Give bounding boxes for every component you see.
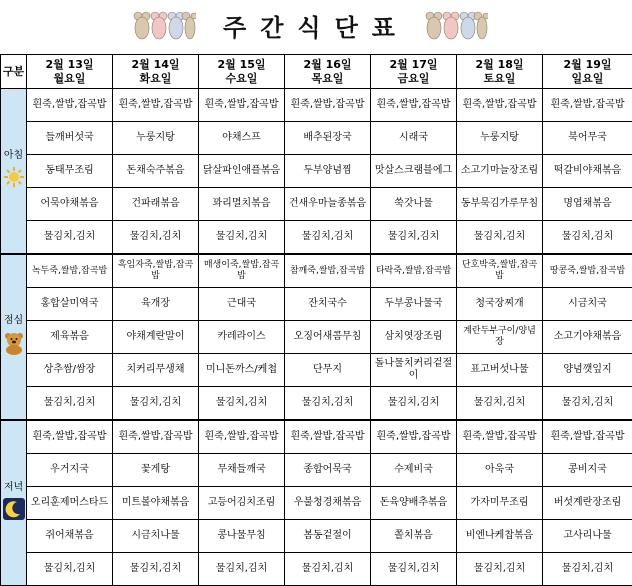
menu-item-text: 물김치,김치 — [215, 397, 268, 408]
menu-cell — [27, 553, 113, 586]
menu-cell — [371, 420, 457, 454]
menu-item-text: 무채들깨국 — [217, 464, 266, 475]
menu-cell — [27, 487, 113, 520]
menu-cell — [285, 321, 371, 354]
menu-item-text: 쥐어채볶음 — [45, 530, 94, 541]
menu-cell — [27, 188, 113, 221]
menu-item-text: 봄동겉절이 — [303, 530, 352, 541]
day-header-thu: 2월 16일 목요일 — [285, 55, 371, 89]
menu-cell — [113, 254, 199, 288]
title-bar — [0, 0, 632, 52]
menu-row — [1, 288, 632, 321]
menu-item-text: 물김치,김치 — [473, 397, 526, 408]
menu-item-text: 물김치,김치 — [301, 563, 354, 574]
moon-icon — [3, 512, 25, 523]
menu-cell — [457, 354, 543, 387]
menu-item-text: 카레라이스 — [217, 331, 266, 342]
menu-item-text: 오리훈제머스타드 — [30, 497, 109, 508]
menu-item-text: 맛살스크램블에그 — [374, 165, 453, 176]
menu-cell — [457, 420, 543, 454]
menu-cell — [199, 254, 285, 288]
menu-row — [1, 487, 632, 520]
menu-cell — [27, 454, 113, 487]
menu-item-text: 아욱국 — [485, 464, 514, 475]
menu-item-text: 흰죽,쌀밥,잡곡밥 — [32, 431, 107, 442]
menu-item-text: 물김치,김치 — [561, 563, 614, 574]
menu-item-text: 버섯계란장조림 — [553, 497, 622, 508]
menu-cell — [199, 354, 285, 387]
menu-item-text: 누룽지탕 — [480, 132, 519, 143]
menu-cell — [285, 487, 371, 520]
menu-cell — [285, 155, 371, 188]
menu-cell — [199, 89, 285, 122]
menu-item-text: 근대국 — [227, 298, 256, 309]
menu-cell — [543, 155, 632, 188]
menu-item-text: 흑임자죽,쌀밥,잡곡밥 — [117, 260, 194, 281]
menu-cell — [27, 221, 113, 255]
meal-label: 저녁 — [3, 482, 24, 493]
day-header-wed: 2월 15일 수요일 — [199, 55, 285, 89]
menu-item-text: 건새우마늘종볶음 — [288, 198, 367, 209]
meal-label-cell — [1, 89, 27, 255]
menu-cell — [371, 454, 457, 487]
menu-cell — [371, 122, 457, 155]
menu-item-text: 삼치엿장조림 — [384, 331, 443, 342]
menu-cell — [457, 89, 543, 122]
menu-item-text: 잔치국수 — [308, 298, 347, 309]
menu-cell — [113, 487, 199, 520]
day-header-sat: 2월 18일 토요일 — [457, 55, 543, 89]
menu-cell — [543, 254, 632, 288]
menu-cell — [457, 221, 543, 255]
menu-cell — [371, 188, 457, 221]
menu-item-text: 물김치,김치 — [43, 563, 96, 574]
menu-row — [1, 188, 632, 221]
weekly-menu-table — [0, 54, 632, 586]
menu-item-text: 떡갈비야채볶음 — [553, 165, 622, 176]
menu-item-text: 미니돈까스/케첩 — [206, 364, 277, 375]
menu-cell — [199, 454, 285, 487]
menu-cell — [113, 420, 199, 454]
menu-cell — [543, 354, 632, 387]
menu-cell — [27, 387, 113, 421]
menu-cell — [199, 321, 285, 354]
menu-cell — [285, 553, 371, 586]
menu-item-text: 쑥갓나물 — [394, 198, 433, 209]
meal-label-cell — [1, 420, 27, 586]
menu-cell — [113, 221, 199, 255]
menu-cell — [113, 454, 199, 487]
menu-item-text: 물김치,김치 — [387, 563, 440, 574]
menu-cell — [113, 553, 199, 586]
mice-decoration-icon — [422, 10, 488, 42]
menu-item-text: 흰죽,쌀밥,잡곡밥 — [32, 99, 107, 110]
page-title: 주간식단표 — [223, 14, 409, 42]
menu-item-text: 고사리나물 — [563, 530, 612, 541]
menu-cell — [285, 420, 371, 454]
corner-label: 구분 — [1, 55, 27, 89]
menu-row — [1, 254, 632, 288]
menu-item-text: 어묵야채볶음 — [40, 198, 99, 209]
menu-item-text: 쫄치볶음 — [394, 530, 433, 541]
menu-cell — [199, 553, 285, 586]
menu-item-text: 꽃게탕 — [141, 464, 170, 475]
menu-cell — [457, 487, 543, 520]
menu-item-text: 배추된장국 — [303, 132, 352, 143]
menu-cell — [113, 321, 199, 354]
menu-cell — [543, 454, 632, 487]
menu-cell — [27, 420, 113, 454]
menu-item-text: 물김치,김치 — [43, 231, 96, 242]
menu-cell — [457, 387, 543, 421]
menu-item-text: 물김치,김치 — [473, 563, 526, 574]
menu-cell — [457, 188, 543, 221]
menu-cell — [457, 520, 543, 553]
menu-cell — [199, 520, 285, 553]
menu-item-text: 물김치,김치 — [387, 231, 440, 242]
menu-item-text: 종합어묵국 — [303, 464, 352, 475]
menu-cell — [27, 354, 113, 387]
menu-item-text: 미트볼야채볶음 — [121, 497, 190, 508]
menu-row — [1, 520, 632, 553]
menu-item-text: 흰죽,쌀밥,잡곡밥 — [462, 99, 537, 110]
menu-cell — [199, 221, 285, 255]
menu-item-text: 명엽채볶음 — [563, 198, 612, 209]
menu-item-text: 오징어새콤무침 — [293, 331, 362, 342]
menu-cell — [27, 288, 113, 321]
menu-cell — [543, 221, 632, 255]
menu-cell — [113, 387, 199, 421]
menu-item-text: 타락죽,쌀밥,잡곡밥 — [375, 265, 452, 276]
menu-item-text: 물김치,김치 — [473, 231, 526, 242]
menu-cell — [285, 520, 371, 553]
menu-cell — [371, 288, 457, 321]
menu-cell — [27, 155, 113, 188]
menu-item-text: 홍합살미역국 — [40, 298, 99, 309]
menu-cell — [543, 553, 632, 586]
menu-cell — [113, 520, 199, 553]
menu-cell — [285, 387, 371, 421]
menu-item-text: 수제비국 — [394, 464, 433, 475]
menu-item-text: 물김치,김치 — [301, 397, 354, 408]
menu-cell — [199, 387, 285, 421]
menu-item-text: 돌나물치커리겉절이 — [374, 358, 453, 381]
menu-item-text: 가자미무조림 — [470, 497, 529, 508]
menu-item-text: 누룽지탕 — [136, 132, 175, 143]
menu-cell — [27, 254, 113, 288]
menu-item-text: 물김치,김치 — [561, 231, 614, 242]
menu-item-text: 흰죽,쌀밥,잡곡밥 — [118, 99, 193, 110]
menu-item-text: 물김치,김치 — [43, 397, 96, 408]
menu-item-text: 표고버섯나물 — [470, 364, 529, 375]
menu-cell — [371, 520, 457, 553]
menu-cell — [199, 188, 285, 221]
day-header-sun: 2월 19일 일요일 — [543, 55, 632, 89]
menu-item-text: 소고기야채볶음 — [553, 331, 622, 342]
menu-item-text: 소고기마늘장조림 — [460, 165, 539, 176]
menu-cell — [457, 553, 543, 586]
menu-row — [1, 354, 632, 387]
menu-cell — [371, 89, 457, 122]
menu-item-text: 제육볶음 — [50, 331, 89, 342]
menu-item-text: 흰죽,쌀밥,잡곡밥 — [376, 99, 451, 110]
menu-cell — [285, 288, 371, 321]
menu-item-text: 물김치,김치 — [387, 397, 440, 408]
day-header-mon: 2월 13일 월요일 — [27, 55, 113, 89]
menu-item-text: 땅콩죽,쌀밥,잡곡밥 — [549, 265, 626, 276]
menu-item-text: 두부양념찜 — [303, 165, 352, 176]
menu-cell — [543, 487, 632, 520]
menu-item-text: 흰죽,쌀밥,잡곡밥 — [376, 431, 451, 442]
menu-item-text: 치커리무생채 — [126, 364, 185, 375]
menu-cell — [457, 122, 543, 155]
menu-item-text: 물김치,김치 — [215, 231, 268, 242]
menu-cell — [543, 288, 632, 321]
menu-item-text: 청국장찌개 — [475, 298, 524, 309]
menu-item-text: 육개장 — [141, 298, 170, 309]
menu-row — [1, 221, 632, 255]
menu-item-text: 시금치나물 — [131, 530, 180, 541]
menu-cell — [199, 122, 285, 155]
menu-item-text: 참깨죽,쌀밥,잡곡밥 — [289, 265, 366, 276]
menu-item-text: 야채스프 — [222, 132, 261, 143]
menu-item-text: 물김치,김치 — [129, 231, 182, 242]
menu-cell — [285, 221, 371, 255]
menu-cell — [27, 122, 113, 155]
menu-cell — [543, 89, 632, 122]
menu-cell — [113, 354, 199, 387]
menu-item-text: 우불청경채볶음 — [293, 497, 362, 508]
menu-item-text: 물김치,김치 — [129, 563, 182, 574]
menu-cell — [371, 354, 457, 387]
day-header-tue: 2월 14일 화요일 — [113, 55, 199, 89]
menu-cell — [285, 89, 371, 122]
menu-cell — [285, 454, 371, 487]
menu-cell — [371, 155, 457, 188]
menu-item-text: 콩나물무침 — [217, 530, 266, 541]
menu-row — [1, 155, 632, 188]
menu-row — [1, 321, 632, 354]
menu-item-text: 단호박죽,쌀밥,잡곡밥 — [461, 260, 538, 281]
menu-item-text: 닭살파인애플볶음 — [202, 165, 281, 176]
menu-cell — [199, 487, 285, 520]
menu-item-text: 매생이죽,쌀밥,잡곡밥 — [203, 260, 280, 281]
menu-cell — [199, 155, 285, 188]
menu-cell — [543, 420, 632, 454]
menu-item-text: 흰죽,쌀밥,잡곡밥 — [462, 431, 537, 442]
menu-item-text: 흰죽,쌀밥,잡곡밥 — [550, 99, 625, 110]
menu-cell — [457, 288, 543, 321]
menu-cell — [371, 387, 457, 421]
menu-item-text: 흰죽,쌀밥,잡곡밥 — [290, 99, 365, 110]
menu-item-text: 흰죽,쌀밥,잡곡밥 — [290, 431, 365, 442]
menu-body — [1, 89, 632, 586]
menu-item-text: 건파래볶음 — [131, 198, 180, 209]
menu-item-text: 단무지 — [313, 364, 342, 375]
header-row — [1, 55, 632, 89]
menu-row — [1, 454, 632, 487]
day-header-fri: 2월 17일 금요일 — [371, 55, 457, 89]
menu-item-text: 고등어김치조림 — [207, 497, 276, 508]
bear-icon — [3, 347, 25, 358]
menu-cell — [113, 89, 199, 122]
menu-item-text: 계란두부구이/양념장 — [463, 326, 536, 347]
menu-item-text: 시금치국 — [568, 298, 607, 309]
menu-cell — [543, 188, 632, 221]
menu-cell — [285, 354, 371, 387]
meal-label: 아침 — [3, 150, 24, 161]
menu-cell — [113, 122, 199, 155]
menu-item-text: 물김치,김치 — [301, 231, 354, 242]
menu-item-text: 흰죽,쌀밥,잡곡밥 — [550, 431, 625, 442]
menu-item-text: 물김치,김치 — [129, 397, 182, 408]
menu-item-text: 동부묵김가루무침 — [460, 198, 539, 209]
menu-cell — [113, 188, 199, 221]
menu-item-text: 우거지국 — [50, 464, 89, 475]
menu-cell — [371, 487, 457, 520]
menu-cell — [543, 321, 632, 354]
menu-row — [1, 553, 632, 586]
meal-label: 점심 — [3, 315, 24, 326]
menu-cell — [371, 221, 457, 255]
meal-label-cell — [1, 254, 27, 420]
menu-item-text: 꽈리멸치볶음 — [212, 198, 271, 209]
menu-cell — [285, 188, 371, 221]
menu-item-text: 상추쌈/쌈장 — [43, 364, 96, 375]
menu-item-text: 물김치,김치 — [561, 397, 614, 408]
menu-cell — [543, 520, 632, 553]
menu-cell — [543, 387, 632, 421]
menu-cell — [457, 254, 543, 288]
menu-cell — [27, 520, 113, 553]
menu-item-text: 양념깻잎지 — [563, 364, 612, 375]
menu-cell — [199, 288, 285, 321]
menu-item-text: 흰죽,쌀밥,잡곡밥 — [204, 431, 279, 442]
menu-item-text: 돈육양배추볶음 — [379, 497, 448, 508]
menu-item-text: 흰죽,쌀밥,잡곡밥 — [204, 99, 279, 110]
menu-item-text: 흰죽,쌀밥,잡곡밥 — [118, 431, 193, 442]
menu-item-text: 야채계란말이 — [126, 331, 185, 342]
menu-item-text: 북어무국 — [568, 132, 607, 143]
menu-cell — [457, 454, 543, 487]
menu-cell — [543, 122, 632, 155]
menu-cell — [285, 122, 371, 155]
menu-cell — [113, 288, 199, 321]
menu-cell — [371, 553, 457, 586]
menu-row — [1, 122, 632, 155]
menu-cell — [371, 321, 457, 354]
menu-cell — [27, 89, 113, 122]
menu-cell — [113, 155, 199, 188]
menu-cell — [199, 420, 285, 454]
menu-item-text: 돈채숙주볶음 — [126, 165, 185, 176]
menu-item-text: 시래국 — [399, 132, 428, 143]
menu-item-text: 비엔나케찹볶음 — [465, 530, 534, 541]
menu-cell — [27, 321, 113, 354]
menu-item-text: 녹두죽,쌀밥,잡곡밥 — [31, 265, 108, 276]
menu-cell — [457, 155, 543, 188]
menu-item-text: 들깨버섯국 — [45, 132, 94, 143]
sun-icon — [3, 180, 25, 191]
menu-item-text: 물김치,김치 — [215, 563, 268, 574]
menu-item-text: 동태무조림 — [45, 165, 94, 176]
menu-row — [1, 387, 632, 421]
menu-cell — [285, 254, 371, 288]
menu-cell — [457, 321, 543, 354]
menu-cell — [371, 254, 457, 288]
menu-row — [1, 420, 632, 454]
menu-row — [1, 89, 632, 122]
menu-item-text: 두부콩나물국 — [384, 298, 443, 309]
menu-item-text: 콩비지국 — [568, 464, 607, 475]
